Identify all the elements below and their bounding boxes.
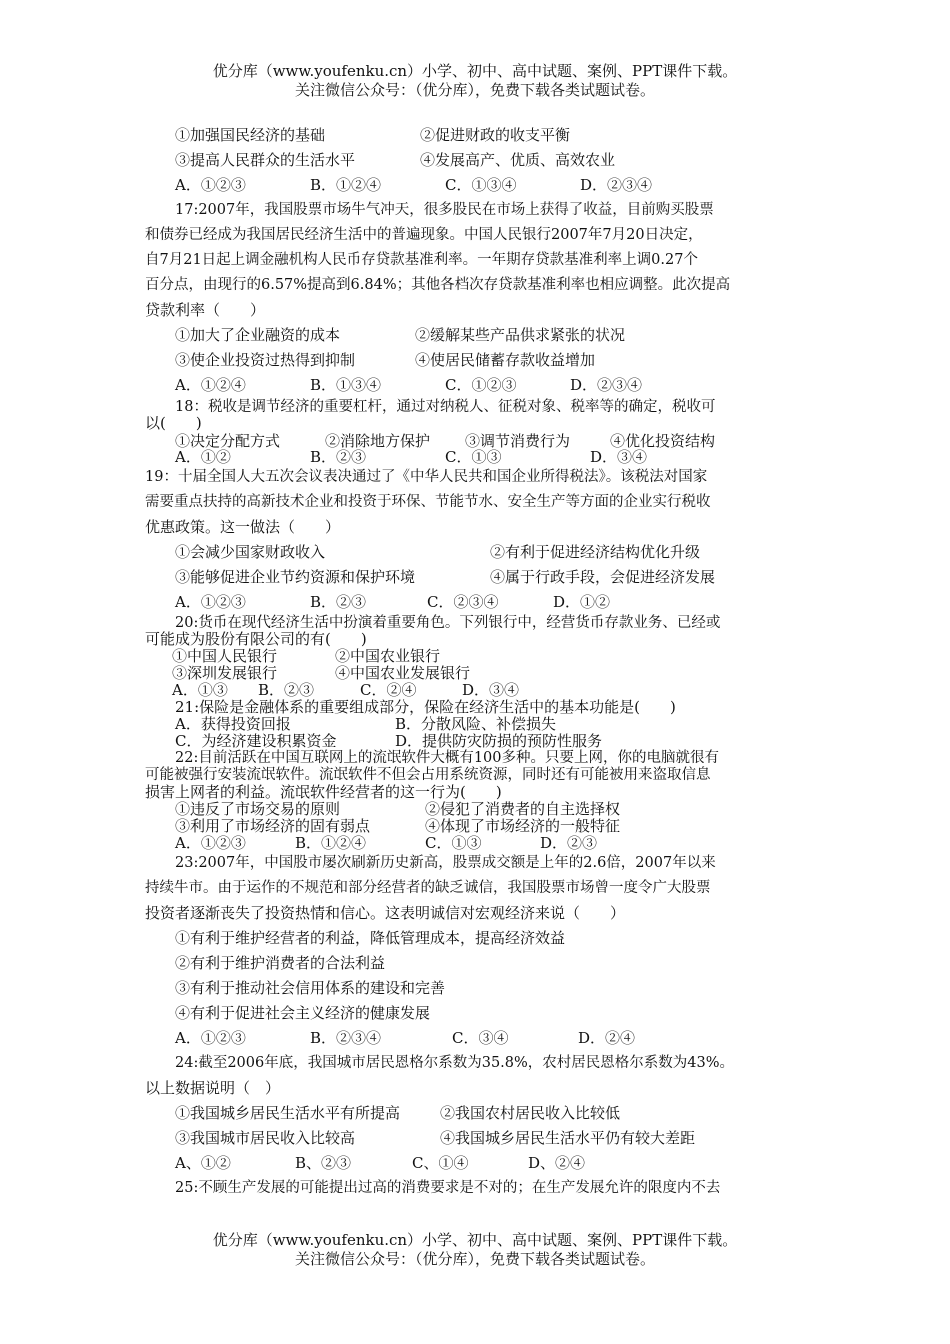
question-text: 需要重点扶持的高新技术企业和投资于环保、节能节水、安全生产等方面的企业实行税收 [145, 494, 711, 510]
question-text: 损害上网者的利益。流氓软件经营者的这一行为( ) [145, 783, 502, 801]
option-line: ④使居民储蓄存款收益增加 [415, 351, 596, 369]
option-line: ④体现了市场经济的一般特征 [425, 817, 621, 835]
option-line: ③深圳发展银行 [172, 664, 278, 682]
answer-choice: A．①② [175, 448, 231, 466]
option-line: ①加强国民经济的基础 [175, 126, 326, 144]
answer-choice: B．②③④ [310, 1029, 382, 1047]
question-text: 自7月21日起上调金融机构人民币存贷款基准利率。一年期存贷款基准利率上调0.27个 [145, 252, 698, 268]
question-text: 以上数据说明（ ） [145, 1079, 281, 1097]
answer-choice: D．②③④ [580, 176, 653, 194]
answer-choice: D．①② [553, 593, 611, 611]
footer-line-2: 关注微信公众号：（优分库），免费下载各类试题试卷。 [294, 1250, 655, 1268]
option-line: ①有利于维护经营者的利益，降低管理成本，提高经济效益 [175, 929, 566, 947]
option-line: ③有利于推动社会信用体系的建设和完善 [175, 979, 446, 997]
answer-choice: D．②③④ [570, 376, 643, 394]
answer-choice: A．获得投资回报 [175, 715, 291, 733]
answer-choice: C．为经济建设积累资金 [175, 732, 337, 750]
question-text: 23:2007年，中国股市屡次刷新历史新高，股票成交额是上年的2.6倍，2007年以来 [175, 855, 716, 871]
page-footer [0, 1231, 950, 1269]
answer-choice: A、①② [175, 1154, 231, 1172]
answer-choice: C．①③ [445, 448, 502, 466]
answer-choice: B．①②④ [295, 834, 367, 852]
question-text: 百分点，由现行的6.57%提高到6.84%；其他各档次存贷款基准利率也相应调整。此次提高 [145, 277, 731, 293]
answer-choice: A．①②④ [175, 376, 246, 394]
answer-choice: D．③④ [462, 681, 520, 699]
option-line: ③提高人民群众的生活水平 [175, 151, 356, 169]
option-line: ④优化投资结构 [610, 432, 716, 450]
footer-line-1: 优分库（www.youfenku.cn）小学、初中、高中试题、案例、PPT课件下载。 [212, 1231, 738, 1249]
option-line: ①加大了企业融资的成本 [175, 326, 341, 344]
question-text: 25:不顾生产发展的可能提出过高的消费要求是不对的；在生产发展允许的限度内不去 [175, 1180, 721, 1196]
option-line: ③我国城市居民收入比较高 [175, 1129, 356, 1147]
answer-choice: C．②④ [360, 681, 417, 699]
option-line: ②中国农业银行 [335, 647, 441, 665]
option-line: ④属于行政手段，会促进经济发展 [490, 568, 716, 586]
answer-choice: C．③④ [452, 1029, 509, 1047]
answer-choice: B．①③④ [310, 376, 382, 394]
option-line: ①我国城乡居民生活水平有所提高 [175, 1104, 401, 1122]
option-line: ①会减少国家财政收入 [175, 543, 326, 561]
answer-choice: D．③④ [590, 448, 648, 466]
question-text: 22:目前活跃在中国互联网上的流氓软件大概有100多种。只要上网，你的电脑就很有 [175, 750, 720, 766]
answer-choice: C．①②③ [445, 376, 517, 394]
page-header [0, 62, 950, 100]
answer-choice: C．①③④ [445, 176, 517, 194]
answer-choice: B．分散风险、补偿损失 [395, 715, 557, 733]
option-line: ④中国农业发展银行 [335, 664, 471, 682]
option-line: ②缓解某些产品供求紧张的状况 [415, 326, 626, 344]
question-text: 贷款利率（ ） [145, 301, 266, 319]
question-text: 优惠政策。这一做法（ ） [145, 518, 341, 536]
option-line: ③调节消费行为 [465, 432, 571, 450]
question-text: 以( ) [145, 414, 202, 432]
option-line: ①决定分配方式 [175, 432, 281, 450]
question-text: 可能成为股份有限公司的有( ) [145, 630, 367, 648]
option-line: ②促进财政的收支平衡 [420, 126, 571, 144]
option-line: ③利用了市场经济的固有弱点 [175, 817, 371, 835]
answer-choice: B．②③ [310, 448, 367, 466]
answer-choice: A．①②③ [175, 834, 246, 852]
header-line-1: 优分库（www.youfenku.cn）小学、初中、高中试题、案例、PPT课件下载。 [212, 62, 738, 80]
option-line: ②我国农村居民收入比较低 [440, 1104, 621, 1122]
answer-choice: A．①②③ [175, 176, 246, 194]
question-text: 24:截至2006年底，我国城市居民恩格尔系数为35.8%，农村居民恩格尔系数为43%。 [175, 1055, 735, 1071]
answer-choice: D．提供防灾防损的预防性服务 [395, 732, 603, 750]
answer-choice: A．①②③ [175, 1029, 246, 1047]
option-line: ④我国城乡居民生活水平仍有较大差距 [440, 1129, 696, 1147]
option-line: ②侵犯了消费者的自主选择权 [425, 800, 621, 818]
answer-choice: B．②③ [310, 593, 367, 611]
option-line: ①违反了市场交易的原则 [175, 800, 341, 818]
option-line: ④有利于促进社会主义经济的健康发展 [175, 1004, 431, 1022]
question-text: 可能被强行安装流氓软件。流氓软件不但会占用系统资源，同时还有可能被用来盗取信息 [145, 767, 711, 783]
question-text: 18：税收是调节经济的重要杠杆，通过对纳税人、征税对象、税率等的确定，税收可 [175, 399, 716, 415]
answer-choice: D、②④ [528, 1154, 586, 1172]
answer-choice: A．①②③ [175, 593, 246, 611]
question-text: 和债券已经成为我国居民经济生活中的普遍现象。中国人民银行2007年7月20日决定， [145, 227, 703, 243]
option-line: ③使企业投资过热得到抑制 [175, 351, 356, 369]
option-line: ③能够促进企业节约资源和保护环境 [175, 568, 416, 586]
option-line: ②有利于促进经济结构优化升级 [490, 543, 701, 561]
option-line: ④发展高产、优质、高效农业 [420, 151, 616, 169]
question-text: 21:保险是金融体系的重要组成部分，保险在经济生活中的基本功能是( ) [175, 698, 676, 716]
question-text: 20:货币在现代经济生活中扮演着重要角色。下列银行中，经营货币存款业务、已经或 [175, 615, 721, 631]
answer-choice: C、①④ [412, 1154, 469, 1172]
answer-choice: B．②③ [258, 681, 315, 699]
answer-choice: B．①②④ [310, 176, 382, 194]
option-line: ①中国人民银行 [172, 647, 278, 665]
answer-choice: A．①③ [172, 681, 228, 699]
header-line-2: 关注微信公众号：（优分库），免费下载各类试题试卷。 [294, 81, 655, 99]
question-text: 17:2007年，我国股票市场牛气冲天，很多股民在市场上获得了收益，目前购买股票 [175, 202, 714, 218]
answer-choice: D．②④ [578, 1029, 636, 1047]
question-text: 19：十届全国人大五次会议表决通过了《中华人民共和国企业所得税法》。该税法对国家 [145, 469, 708, 485]
option-line: ②有利于维护消费者的合法利益 [175, 954, 386, 972]
answer-choice: D．②③ [540, 834, 598, 852]
answer-choice: C．①③ [425, 834, 482, 852]
answer-choice: B、②③ [295, 1154, 352, 1172]
answer-choice: C．②③④ [427, 593, 499, 611]
option-line: ②消除地方保护 [325, 432, 431, 450]
question-text: 投资者逐渐丧失了投资热情和信心。这表明诚信对宏观经济来说（ ） [145, 904, 626, 922]
question-text: 持续牛市。由于运作的不规范和部分经营者的缺乏诚信，我国股票市场曾一度令广大股票 [145, 880, 711, 896]
